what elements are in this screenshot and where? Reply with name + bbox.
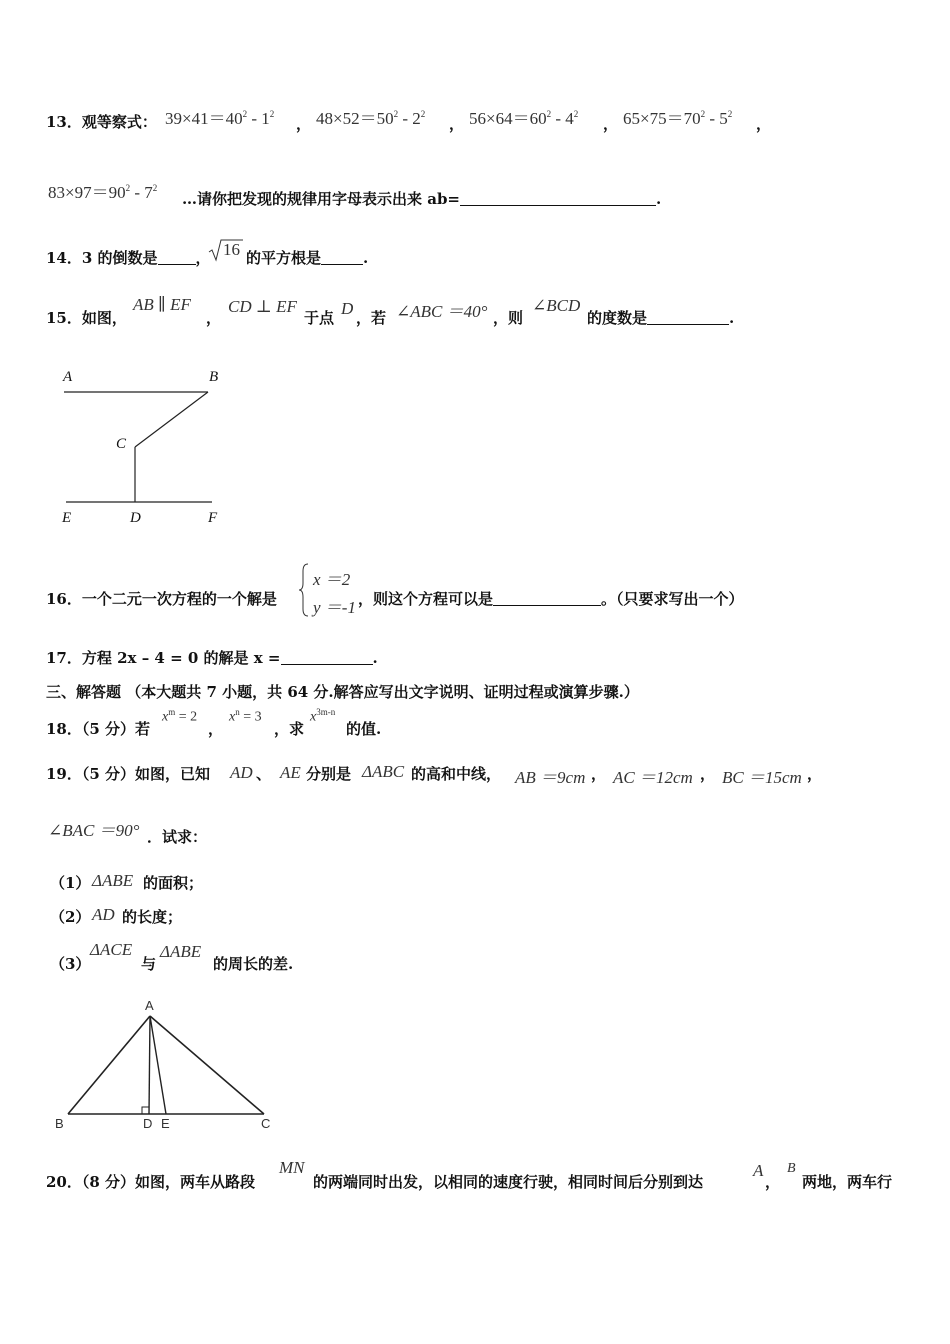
comma: ， xyxy=(449,115,465,133)
q14-line-b: 的平方根是 . xyxy=(246,249,369,267)
comma: ， xyxy=(700,765,716,783)
q19-s1-e: ΔABE xyxy=(92,871,134,890)
q13-expr2: $48\times 52=50^2 - 2^2$ xyxy=(316,109,426,128)
q13-expr5: $83\times 97=90^2 - 7^2$ xyxy=(48,183,158,202)
q20-e3: B xyxy=(787,1161,796,1176)
comma: ， xyxy=(603,115,619,133)
vertex-label-e: E xyxy=(161,1116,170,1131)
q15-t3: ，则 xyxy=(493,309,524,327)
q19-t2: 的高和中线， xyxy=(411,765,502,783)
point-label-f: F xyxy=(208,510,218,526)
q18-e3: $x^{3m-n}$ xyxy=(310,707,336,725)
line-bc xyxy=(135,392,208,447)
q16-eq2: y ＝-1 xyxy=(313,598,356,617)
q15-e3: D xyxy=(341,299,354,318)
vertex-label-c: C xyxy=(261,1116,271,1131)
q19-e4: AB ＝9cm xyxy=(515,768,586,787)
q18-num: 18．（5 分）若 xyxy=(46,720,151,738)
section-title: 三、解答题 （本大题共 7 小题，共 64 分.解答应写出文字说明、证明过程或演算步骤.） xyxy=(46,683,639,701)
q20-num: 20．（8 分）如图，两车从路段 xyxy=(46,1173,256,1191)
comma: ， xyxy=(807,765,823,783)
q15-e1: AB ∥ EF xyxy=(133,295,191,314)
q19-t3: ．试求： xyxy=(147,828,208,846)
q16-eq1: x ＝2 xyxy=(313,570,351,589)
median-ae xyxy=(150,1016,166,1114)
point-label-e: E xyxy=(62,510,72,526)
q19-e2: AE xyxy=(280,763,301,782)
altitude-ad xyxy=(149,1016,150,1114)
comma: ， xyxy=(206,309,222,327)
q18-e2: $x^n = 3$ xyxy=(229,707,262,725)
comma: ， xyxy=(296,115,312,133)
q19-s1-t: 的面积； xyxy=(143,874,204,892)
point-label-a: A xyxy=(63,369,73,385)
comma: ， xyxy=(591,765,607,783)
q15-num: 15．如图， xyxy=(46,309,127,327)
q19-e6: BC ＝15cm xyxy=(722,768,802,787)
answer-blank[interactable] xyxy=(158,250,196,265)
q20-t1: 的两端同时出发，以相同的速度行驶，相同时间后分别到达 xyxy=(313,1173,704,1191)
vertex-label-a: A xyxy=(145,998,154,1013)
q19-e7: ∠BAC ＝90° xyxy=(48,821,140,840)
q19-num: 19．（5 分）如图，已知 xyxy=(46,765,211,783)
q19-s3-e2: ΔABE xyxy=(160,942,202,961)
q15-t2: ，若 xyxy=(356,309,387,327)
answer-blank[interactable] xyxy=(460,191,656,206)
point-label-c: C xyxy=(116,436,127,452)
point-label-d: D xyxy=(130,510,141,526)
side-ab xyxy=(68,1016,150,1114)
comma: ， xyxy=(208,720,224,738)
q19-e1: AD xyxy=(230,763,253,782)
q15-t4: 的度数是 . xyxy=(587,309,735,327)
answer-blank[interactable] xyxy=(281,650,373,665)
q13-expr3: $56\times 64=60^2 - 4^2$ xyxy=(469,109,579,128)
q19-sub2: （2） xyxy=(50,908,91,926)
q20-e1: MN xyxy=(279,1158,305,1177)
answer-blank[interactable] xyxy=(647,310,729,325)
q18-t2: 的值. xyxy=(346,720,382,738)
q19-s3-t: 的周长的差. xyxy=(213,955,294,973)
q15-t1: 于点 xyxy=(304,309,335,327)
q16-text2: ，则这个方程可以是 。（只要求写出一个） xyxy=(358,590,744,608)
q19-t1: 分别是 xyxy=(306,765,352,783)
right-angle-mark xyxy=(142,1107,149,1114)
q19-s2-e: AD xyxy=(92,905,115,924)
q19-e5: AC ＝12cm xyxy=(613,768,693,787)
vertex-label-d: D xyxy=(143,1116,153,1131)
q15-e2: CD ⊥ EF xyxy=(228,297,297,316)
point-label-b: B xyxy=(209,369,219,385)
side-ac xyxy=(150,1016,264,1114)
q19-s3-and: 与 xyxy=(141,955,157,973)
answer-blank[interactable] xyxy=(493,591,601,606)
q16-text1: 16．一个二元一次方程的一个解是 xyxy=(46,590,277,608)
q19-sub3: （3） xyxy=(50,955,91,973)
q19-sub1: （1） xyxy=(50,874,91,892)
q17-line: 17．方程 2x – 4 = 0 的解是 x = . xyxy=(46,649,378,667)
q13-line1: 13．观等察式： xyxy=(46,113,157,131)
q15-e4: ∠ABC ＝40° xyxy=(396,302,488,321)
q18-t1: ，求 xyxy=(274,720,305,738)
q19-figure xyxy=(50,1000,290,1130)
q20-e2: A xyxy=(753,1161,764,1180)
q20-t2: 两地，两车行 xyxy=(802,1173,893,1191)
q19-sep: 、 xyxy=(256,765,272,783)
q19-s3-e1: ΔACE xyxy=(90,940,133,959)
q18-e1: $x^m = 2$ xyxy=(162,707,198,725)
comma: ， xyxy=(765,1173,781,1191)
comma: ， xyxy=(756,115,772,133)
q13-line2: …请你把发现的规律用字母表示出来 ab= . xyxy=(182,190,662,208)
q13-expr4: $65\times 75=70^2 - 5^2$ xyxy=(623,109,733,128)
q19-e3: ΔABC xyxy=(362,762,405,781)
q19-s2-t: 的长度； xyxy=(122,908,183,926)
answer-blank[interactable] xyxy=(321,250,363,265)
left-brace xyxy=(298,563,310,617)
vertex-label-b: B xyxy=(55,1116,64,1131)
q13-expr1: $39\times 41=40^2 - 1^2$ xyxy=(165,109,275,128)
q14-line: 14．3 的倒数是 ， xyxy=(46,249,211,267)
q15-e5: ∠BCD xyxy=(532,296,581,315)
